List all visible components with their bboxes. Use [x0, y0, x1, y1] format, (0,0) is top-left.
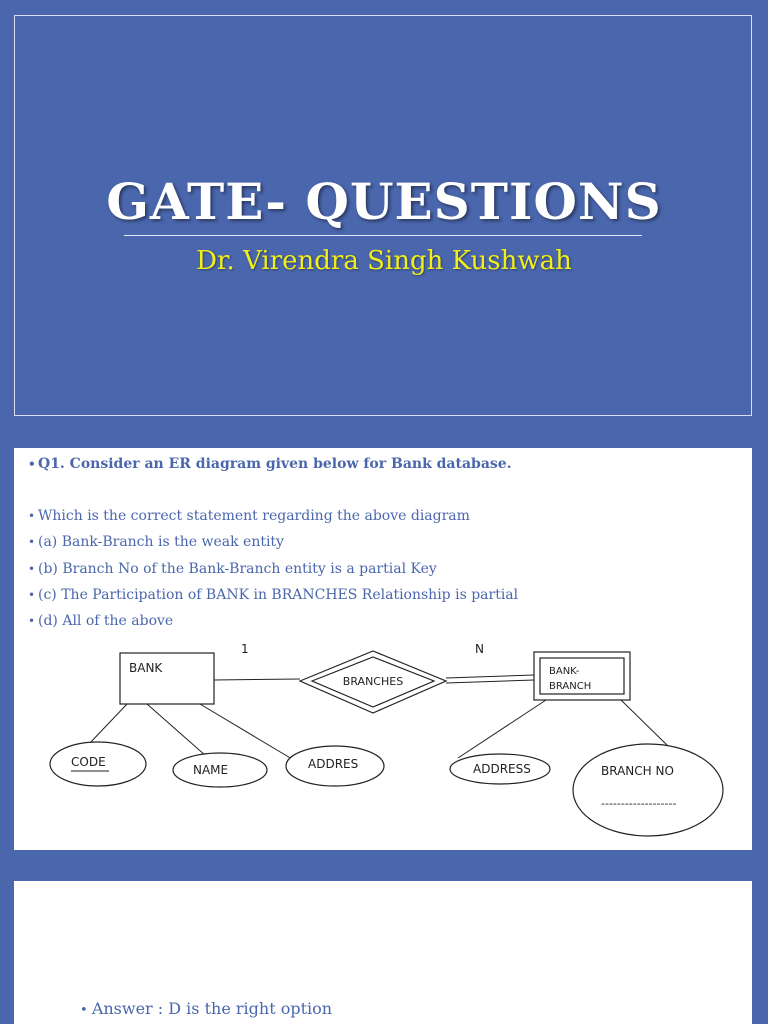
slide-title: GATE- QUESTIONS — [106, 172, 662, 231]
cardinality-one: 1 — [241, 642, 249, 656]
question-prompt: • Which is the correct statement regarding the above diagram — [28, 508, 518, 524]
branch-no-attribute-label: BRANCH NO — [601, 764, 674, 778]
branches-label: BRANCHES — [342, 675, 404, 688]
question-slide — [14, 448, 752, 850]
cardinality-n: N — [475, 642, 484, 656]
author-name: Dr. Virendra Singh Kushwah — [196, 246, 572, 276]
branch-no-attr-line — [621, 700, 668, 746]
code-attribute-label: CODE — [71, 755, 106, 769]
name-attribute-label: NAME — [193, 763, 229, 777]
addres-attribute-label: ADDRES — [308, 757, 359, 771]
bank-branch-label-line2: BRANCH — [549, 681, 592, 692]
bank-branch-label-line1: BANK- — [549, 666, 580, 677]
total-participation-line-2 — [446, 680, 534, 683]
bank-entity-label: BANK — [129, 661, 163, 675]
address-attribute-label: ADDRESS — [473, 762, 531, 776]
partial-key-dashes: ------------------- — [601, 797, 677, 810]
option-d: • (d) All of the above — [28, 613, 518, 629]
code-attr-line — [89, 704, 127, 744]
answer-text: • Answer : D is the right option — [80, 999, 332, 1018]
title-underline — [124, 235, 642, 236]
addres-attr-line — [200, 704, 292, 759]
name-attr-line — [147, 704, 206, 756]
answer-slide — [14, 881, 752, 1024]
bank-relationship-line — [214, 679, 300, 680]
option-b: • (b) Branch No of the Bank-Branch entity is a partial Key — [28, 561, 518, 577]
question-text: • Q1. Consider an ER diagram given below for Bank database. — [28, 456, 518, 472]
er-diagram — [14, 448, 752, 850]
option-c: • (c) The Participation of BANK in BRANCHES Relationship is partial — [28, 587, 518, 603]
option-a: • (a) Bank-Branch is the weak entity — [28, 534, 518, 550]
branch-no-attribute — [573, 744, 723, 836]
address-attr-line — [458, 700, 546, 758]
total-participation-line-1 — [446, 675, 534, 678]
title-slide — [0, 0, 768, 432]
